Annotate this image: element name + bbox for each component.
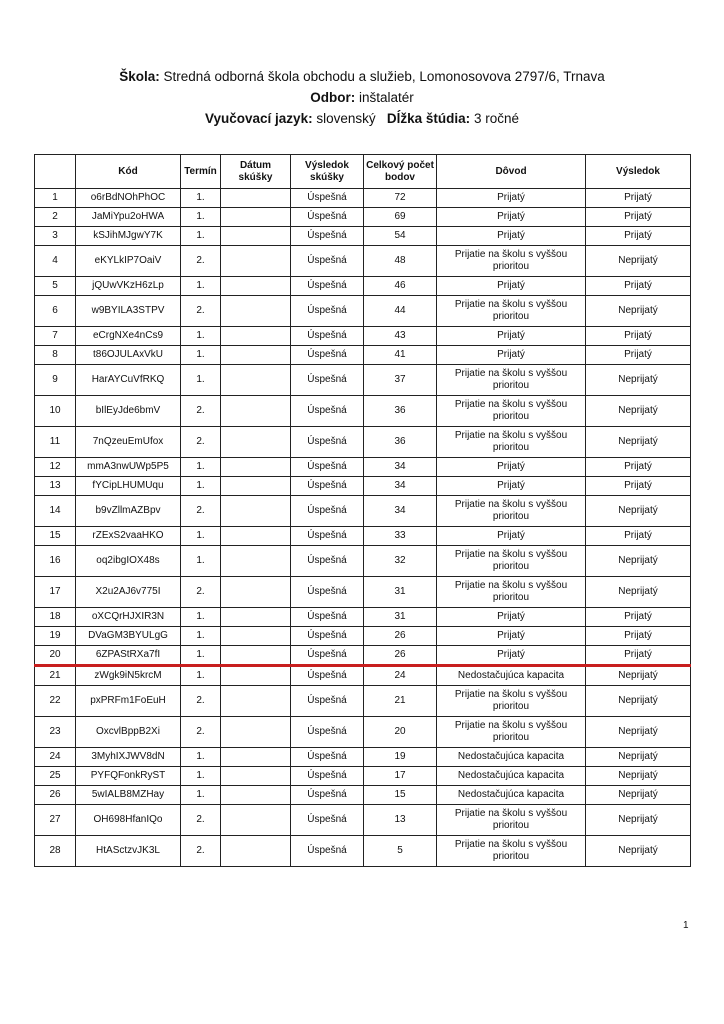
row-total-points: 33 xyxy=(364,527,437,546)
row-total-points: 32 xyxy=(364,546,437,577)
table-header-row xyxy=(35,155,691,189)
row-result: Prijatý xyxy=(586,189,691,208)
table-row xyxy=(35,748,691,767)
row-result: Neprijatý xyxy=(586,786,691,805)
page-number: 1 xyxy=(683,920,689,931)
row-reason: Prijatie na školu s vyššou prioritou xyxy=(437,396,586,427)
row-exam-date xyxy=(221,646,291,666)
row-index: 1 xyxy=(35,189,76,208)
row-code: b9vZllmAZBpv xyxy=(76,496,181,527)
row-exam-result: Úspešná xyxy=(291,546,364,577)
row-exam-date xyxy=(221,717,291,748)
row-exam-result: Úspešná xyxy=(291,227,364,246)
row-result: Prijatý xyxy=(586,346,691,365)
row-index: 10 xyxy=(35,396,76,427)
table-row xyxy=(35,786,691,805)
row-exam-date xyxy=(221,458,291,477)
row-total-points: 46 xyxy=(364,277,437,296)
row-exam-date xyxy=(221,496,291,527)
row-exam-date xyxy=(221,836,291,867)
row-index: 12 xyxy=(35,458,76,477)
row-result: Neprijatý xyxy=(586,686,691,717)
row-exam-result: Úspešná xyxy=(291,646,364,666)
row-exam-date xyxy=(221,786,291,805)
table-row xyxy=(35,608,691,627)
table-row xyxy=(35,627,691,646)
row-reason: Prijatý xyxy=(437,458,586,477)
language-label: Vyučovací jazyk: xyxy=(205,111,313,126)
row-total-points: 19 xyxy=(364,748,437,767)
row-result: Prijatý xyxy=(586,477,691,496)
row-result: Prijatý xyxy=(586,227,691,246)
table-row xyxy=(35,767,691,786)
row-term: 2. xyxy=(181,246,221,277)
row-index: 18 xyxy=(35,608,76,627)
row-code: OxcvlBppB2Xi xyxy=(76,717,181,748)
row-exam-result: Úspešná xyxy=(291,786,364,805)
row-code: HarAYCuVfRKQ xyxy=(76,365,181,396)
row-term: 1. xyxy=(181,208,221,227)
row-term: 1. xyxy=(181,346,221,365)
row-code: 7nQzeuEmUfox xyxy=(76,427,181,458)
row-result: Neprijatý xyxy=(586,296,691,327)
results-table xyxy=(34,154,691,867)
row-index: 26 xyxy=(35,786,76,805)
row-index: 8 xyxy=(35,346,76,365)
table-row xyxy=(35,458,691,477)
row-total-points: 54 xyxy=(364,227,437,246)
row-exam-result: Úspešná xyxy=(291,836,364,867)
row-code: DVaGM3BYULgG xyxy=(76,627,181,646)
duration-value: 3 ročné xyxy=(473,111,519,126)
row-exam-result: Úspešná xyxy=(291,627,364,646)
row-reason: Prijatie na školu s vyššou prioritou xyxy=(437,246,586,277)
table-row xyxy=(35,246,691,277)
row-code: kSJihMJgwY7K xyxy=(76,227,181,246)
row-code: 3MyhIXJWV8dN xyxy=(76,748,181,767)
row-index: 3 xyxy=(35,227,76,246)
row-total-points: 13 xyxy=(364,805,437,836)
row-total-points: 48 xyxy=(364,246,437,277)
row-term: 2. xyxy=(181,577,221,608)
row-index: 16 xyxy=(35,546,76,577)
column-header-term: Termín xyxy=(181,155,221,189)
row-result: Prijatý xyxy=(586,327,691,346)
table-row xyxy=(35,477,691,496)
school-line xyxy=(0,66,724,87)
row-index: 24 xyxy=(35,748,76,767)
table-row xyxy=(35,527,691,546)
row-reason: Prijatie na školu s vyššou prioritou xyxy=(437,496,586,527)
row-exam-date xyxy=(221,767,291,786)
row-exam-date xyxy=(221,686,291,717)
row-total-points: 20 xyxy=(364,717,437,748)
row-index: 23 xyxy=(35,717,76,748)
row-exam-result: Úspešná xyxy=(291,527,364,546)
row-reason: Nedostačujúca kapacita xyxy=(437,666,586,686)
row-index: 27 xyxy=(35,805,76,836)
row-code: OH698HfanIQo xyxy=(76,805,181,836)
row-exam-date xyxy=(221,666,291,686)
row-index: 20 xyxy=(35,646,76,666)
row-exam-date xyxy=(221,748,291,767)
table-row xyxy=(35,546,691,577)
row-code: PYFQFonkRyST xyxy=(76,767,181,786)
table-row xyxy=(35,666,691,686)
row-result: Neprijatý xyxy=(586,805,691,836)
row-result: Prijatý xyxy=(586,458,691,477)
row-exam-result: Úspešná xyxy=(291,608,364,627)
row-code: fYCipLHUMUqu xyxy=(76,477,181,496)
row-result: Prijatý xyxy=(586,277,691,296)
row-exam-result: Úspešná xyxy=(291,666,364,686)
row-result: Neprijatý xyxy=(586,246,691,277)
column-header-exam-date: Dátum skúšky xyxy=(221,155,291,189)
table-row xyxy=(35,686,691,717)
row-code: zWgk9iN5krcM xyxy=(76,666,181,686)
row-index: 28 xyxy=(35,836,76,867)
table-row xyxy=(35,208,691,227)
row-exam-date xyxy=(221,346,291,365)
row-result: Neprijatý xyxy=(586,546,691,577)
row-result: Neprijatý xyxy=(586,836,691,867)
row-code: HtASctzvJK3L xyxy=(76,836,181,867)
row-total-points: 34 xyxy=(364,477,437,496)
row-total-points: 72 xyxy=(364,189,437,208)
row-exam-result: Úspešná xyxy=(291,805,364,836)
table-row xyxy=(35,396,691,427)
row-exam-result: Úspešná xyxy=(291,365,364,396)
column-header-reason: Dôvod xyxy=(437,155,586,189)
table-row xyxy=(35,227,691,246)
row-result: Neprijatý xyxy=(586,427,691,458)
row-term: 1. xyxy=(181,608,221,627)
table-row xyxy=(35,327,691,346)
row-code: JaMiYpu2oHWA xyxy=(76,208,181,227)
row-code: oXCQrHJXIR3N xyxy=(76,608,181,627)
column-header-total-points: Celkový počet bodov xyxy=(364,155,437,189)
row-total-points: 17 xyxy=(364,767,437,786)
row-reason: Prijatý xyxy=(437,327,586,346)
row-exam-result: Úspešná xyxy=(291,767,364,786)
row-exam-result: Úspešná xyxy=(291,717,364,748)
row-reason: Prijatie na školu s vyššou prioritou xyxy=(437,365,586,396)
school-value: Stredná odborná škola obchodu a služieb, Lomonosovova 2797/6, Trnava xyxy=(163,69,605,84)
row-term: 2. xyxy=(181,805,221,836)
row-term: 1. xyxy=(181,646,221,666)
row-exam-date xyxy=(221,327,291,346)
table-row xyxy=(35,346,691,365)
row-exam-result: Úspešná xyxy=(291,577,364,608)
row-exam-date xyxy=(221,365,291,396)
row-exam-date xyxy=(221,608,291,627)
row-code: o6rBdNOhPhOC xyxy=(76,189,181,208)
table-row xyxy=(35,496,691,527)
row-term: 1. xyxy=(181,767,221,786)
row-result: Neprijatý xyxy=(586,577,691,608)
row-term: 1. xyxy=(181,477,221,496)
document-header xyxy=(0,66,724,129)
row-reason: Prijatie na školu s vyššou prioritou xyxy=(437,805,586,836)
table-row xyxy=(35,646,691,666)
table-row xyxy=(35,189,691,208)
row-term: 2. xyxy=(181,396,221,427)
row-result: Neprijatý xyxy=(586,748,691,767)
field-value: inštalatér xyxy=(358,90,414,105)
row-exam-result: Úspešná xyxy=(291,296,364,327)
row-exam-result: Úspešná xyxy=(291,396,364,427)
column-header-result: Výsledok xyxy=(586,155,691,189)
row-reason: Prijatie na školu s vyššou prioritou xyxy=(437,427,586,458)
row-exam-result: Úspešná xyxy=(291,496,364,527)
row-reason: Prijatý xyxy=(437,277,586,296)
row-exam-result: Úspešná xyxy=(291,686,364,717)
row-index: 22 xyxy=(35,686,76,717)
table-row xyxy=(35,427,691,458)
row-total-points: 37 xyxy=(364,365,437,396)
row-reason: Prijatie na školu s vyššou prioritou xyxy=(437,836,586,867)
row-index: 4 xyxy=(35,246,76,277)
row-total-points: 15 xyxy=(364,786,437,805)
row-term: 1. xyxy=(181,365,221,396)
row-reason: Nedostačujúca kapacita xyxy=(437,748,586,767)
row-term: 2. xyxy=(181,296,221,327)
row-total-points: 36 xyxy=(364,427,437,458)
row-term: 2. xyxy=(181,496,221,527)
row-code: pxPRFm1FoEuH xyxy=(76,686,181,717)
row-reason: Prijatý xyxy=(437,208,586,227)
field-line xyxy=(0,87,724,108)
row-result: Neprijatý xyxy=(586,496,691,527)
row-exam-date xyxy=(221,246,291,277)
row-exam-date xyxy=(221,527,291,546)
row-total-points: 34 xyxy=(364,458,437,477)
row-reason: Prijatý xyxy=(437,477,586,496)
table-row xyxy=(35,365,691,396)
row-reason: Prijatý xyxy=(437,189,586,208)
row-exam-result: Úspešná xyxy=(291,189,364,208)
row-index: 7 xyxy=(35,327,76,346)
row-term: 1. xyxy=(181,458,221,477)
row-reason: Prijatý xyxy=(437,527,586,546)
row-index: 13 xyxy=(35,477,76,496)
row-index: 15 xyxy=(35,527,76,546)
row-result: Prijatý xyxy=(586,608,691,627)
row-code: 6ZPAStRXa7fI xyxy=(76,646,181,666)
row-exam-result: Úspešná xyxy=(291,327,364,346)
row-total-points: 34 xyxy=(364,496,437,527)
row-index: 17 xyxy=(35,577,76,608)
row-total-points: 41 xyxy=(364,346,437,365)
row-result: Neprijatý xyxy=(586,365,691,396)
row-index: 2 xyxy=(35,208,76,227)
row-term: 1. xyxy=(181,277,221,296)
row-term: 2. xyxy=(181,836,221,867)
row-index: 25 xyxy=(35,767,76,786)
row-code: oq2ibgIOX48s xyxy=(76,546,181,577)
row-reason: Prijatie na školu s vyššou prioritou xyxy=(437,717,586,748)
language-duration-line xyxy=(0,108,724,129)
row-code: bIlEyJde6bmV xyxy=(76,396,181,427)
row-reason: Prijatie na školu s vyššou prioritou xyxy=(437,296,586,327)
row-term: 1. xyxy=(181,227,221,246)
row-total-points: 21 xyxy=(364,686,437,717)
row-result: Prijatý xyxy=(586,527,691,546)
column-header-exam-result: Výsledok skúšky xyxy=(291,155,364,189)
row-term: 2. xyxy=(181,427,221,458)
row-exam-result: Úspešná xyxy=(291,427,364,458)
table-row xyxy=(35,717,691,748)
table-row xyxy=(35,277,691,296)
row-index: 14 xyxy=(35,496,76,527)
row-index: 6 xyxy=(35,296,76,327)
table-row xyxy=(35,577,691,608)
row-reason: Prijatý xyxy=(437,346,586,365)
row-exam-date xyxy=(221,805,291,836)
row-code: X2u2AJ6v775I xyxy=(76,577,181,608)
row-code: t86OJULAxVkU xyxy=(76,346,181,365)
row-exam-date xyxy=(221,546,291,577)
row-code: 5wIALB8MZHay xyxy=(76,786,181,805)
row-term: 1. xyxy=(181,327,221,346)
row-exam-date xyxy=(221,477,291,496)
row-index: 21 xyxy=(35,666,76,686)
row-total-points: 36 xyxy=(364,396,437,427)
row-exam-date xyxy=(221,277,291,296)
row-total-points: 43 xyxy=(364,327,437,346)
column-header-index xyxy=(35,155,76,189)
row-code: rZExS2vaaHKO xyxy=(76,527,181,546)
row-index: 19 xyxy=(35,627,76,646)
row-result: Prijatý xyxy=(586,627,691,646)
row-term: 1. xyxy=(181,786,221,805)
row-exam-date xyxy=(221,208,291,227)
row-exam-result: Úspešná xyxy=(291,346,364,365)
row-reason: Prijatie na školu s vyššou prioritou xyxy=(437,577,586,608)
row-exam-date xyxy=(221,296,291,327)
row-result: Neprijatý xyxy=(586,767,691,786)
row-total-points: 31 xyxy=(364,577,437,608)
row-term: 2. xyxy=(181,717,221,748)
row-reason: Prijatý xyxy=(437,227,586,246)
row-reason: Prijatý xyxy=(437,608,586,627)
row-exam-result: Úspešná xyxy=(291,458,364,477)
row-result: Prijatý xyxy=(586,208,691,227)
table-row xyxy=(35,805,691,836)
row-result: Neprijatý xyxy=(586,666,691,686)
row-total-points: 44 xyxy=(364,296,437,327)
row-reason: Prijatý xyxy=(437,627,586,646)
row-reason: Prijatie na školu s vyššou prioritou xyxy=(437,546,586,577)
row-reason: Prijatie na školu s vyššou prioritou xyxy=(437,686,586,717)
school-label: Škola: xyxy=(119,69,160,84)
row-total-points: 26 xyxy=(364,646,437,666)
row-term: 1. xyxy=(181,748,221,767)
row-exam-date xyxy=(221,427,291,458)
row-exam-result: Úspešná xyxy=(291,477,364,496)
row-exam-date xyxy=(221,227,291,246)
row-term: 1. xyxy=(181,627,221,646)
table-row xyxy=(35,296,691,327)
row-term: 1. xyxy=(181,527,221,546)
duration-label: Dĺžka štúdia: xyxy=(386,111,471,126)
row-index: 9 xyxy=(35,365,76,396)
row-term: 2. xyxy=(181,686,221,717)
row-total-points: 5 xyxy=(364,836,437,867)
language-value: slovenský xyxy=(316,111,376,126)
row-exam-result: Úspešná xyxy=(291,277,364,296)
row-index: 11 xyxy=(35,427,76,458)
row-exam-date xyxy=(221,396,291,427)
row-reason: Nedostačujúca kapacita xyxy=(437,786,586,805)
row-index: 5 xyxy=(35,277,76,296)
row-term: 1. xyxy=(181,189,221,208)
row-code: jQUwVKzH6zLp xyxy=(76,277,181,296)
row-reason: Nedostačujúca kapacita xyxy=(437,767,586,786)
row-exam-date xyxy=(221,189,291,208)
row-code: eCrgNXe4nCs9 xyxy=(76,327,181,346)
row-total-points: 24 xyxy=(364,666,437,686)
row-term: 1. xyxy=(181,546,221,577)
row-exam-result: Úspešná xyxy=(291,748,364,767)
field-label: Odbor: xyxy=(310,90,356,105)
row-code: w9BYILA3STPV xyxy=(76,296,181,327)
row-code: eKYLkIP7OaiV xyxy=(76,246,181,277)
table-row xyxy=(35,836,691,867)
row-exam-date xyxy=(221,627,291,646)
row-reason: Prijatý xyxy=(437,646,586,666)
column-header-code: Kód xyxy=(76,155,181,189)
row-term: 1. xyxy=(181,666,221,686)
row-exam-date xyxy=(221,577,291,608)
row-total-points: 69 xyxy=(364,208,437,227)
row-result: Neprijatý xyxy=(586,396,691,427)
row-total-points: 31 xyxy=(364,608,437,627)
row-result: Prijatý xyxy=(586,646,691,666)
row-exam-result: Úspešná xyxy=(291,208,364,227)
row-total-points: 26 xyxy=(364,627,437,646)
row-result: Neprijatý xyxy=(586,717,691,748)
row-exam-result: Úspešná xyxy=(291,246,364,277)
table-body xyxy=(35,189,691,867)
row-code: mmA3nwUWp5P5 xyxy=(76,458,181,477)
